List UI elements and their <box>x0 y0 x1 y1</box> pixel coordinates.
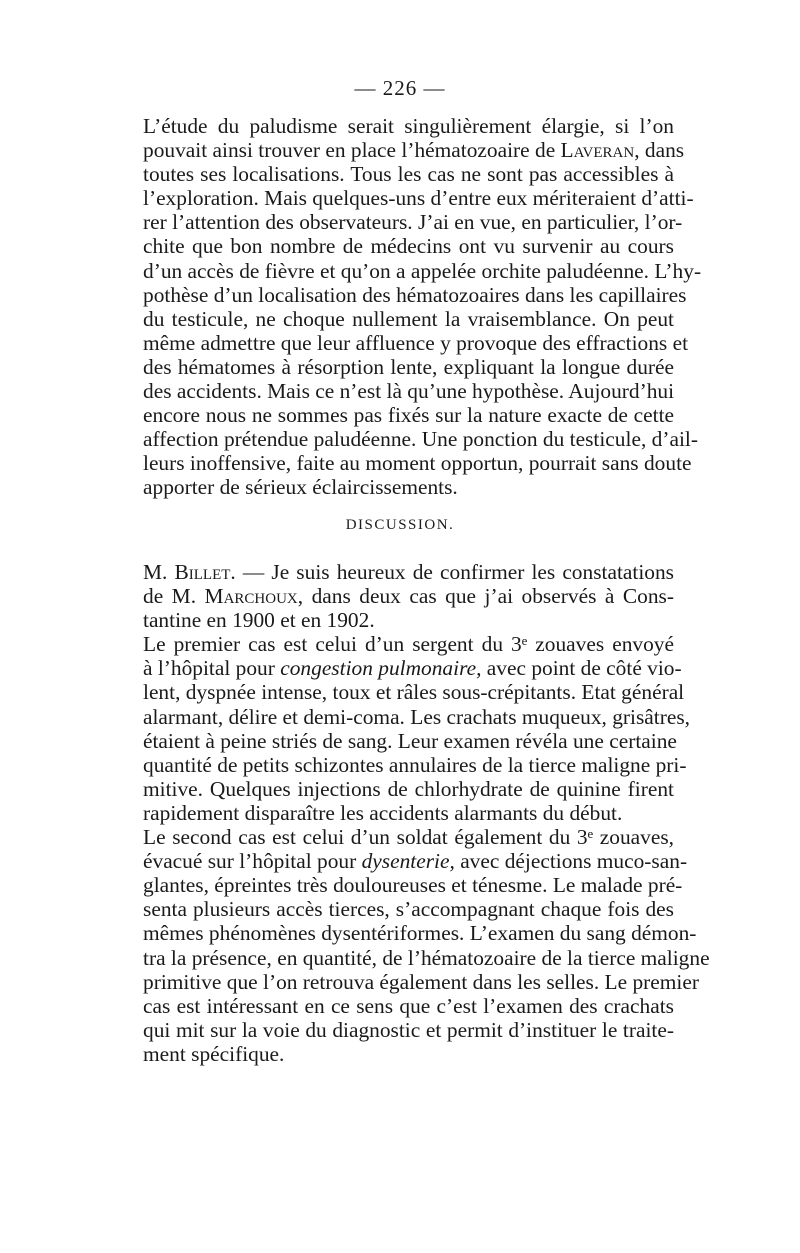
text-line: étaient à peine striés de sang. Leur examen révéla une certaine <box>143 728 677 753</box>
text-line: des accidents. Mais ce n’est là qu’une hypothèse. Aujourd’hui <box>143 379 675 404</box>
text-line: des hématomes à résorption lente, expliquant la longue durée <box>143 354 674 379</box>
text-line: affection prétendue paludéenne. Une ponction du testicule, d’ail- <box>143 427 698 452</box>
text-line <box>143 584 674 608</box>
paragraph-paludisme <box>143 114 702 500</box>
author-name-billet: Billet <box>174 560 231 584</box>
discussion-heading: DISCUSSION. <box>345 517 455 533</box>
text-line: L’étude du paludisme serait singulièrement élargie, si l’on <box>143 114 674 138</box>
text-line: d’un accès de fièvre et qu’on a appelée orchite paludéenne. L’hy- <box>143 258 702 283</box>
text-line-end: , dans <box>634 138 685 163</box>
text-line: quantité de petits schizontes annulaires de la tierce maligne pri- <box>143 752 687 777</box>
text-line: l’exploration. Mais quelques-uns d’entre eux mériteraient d’atti- <box>143 186 694 211</box>
author-name-marchoux: Marchoux <box>204 584 298 609</box>
text-line: mêmes phénomènes dysentériformes. L’examen du sang démon- <box>143 921 697 946</box>
paragraph-first-case <box>143 632 691 825</box>
paragraph-billet <box>143 560 674 632</box>
text-line: rer l’attention des observateurs. J’ai en vue, en particulier, l’or- <box>143 210 683 235</box>
text-line-start: de M. <box>143 584 205 609</box>
text-line: alarmant, délire et demi-coma. Les crachats muqueux, grisâtres, <box>143 704 691 729</box>
text-line-start: M. <box>143 560 175 584</box>
text-line <box>143 849 688 874</box>
text-line: tra la présence, en quantité, de l’hématozoaire de la tierce maligne <box>143 945 710 970</box>
text-line: rapidement disparaître les accidents alarmants du début. <box>143 800 623 825</box>
text-line <box>143 560 674 584</box>
text-line: cas est intéressant en ce sens que c’est l’examen des crachats <box>143 993 674 1018</box>
text-line: Le second cas est celui d’un soldat également du 3ᵉ zouaves, <box>143 825 674 850</box>
page-number: — 226 — <box>354 76 446 100</box>
text-line-end: . — Je suis heureux de confirmer les constatations <box>230 560 675 584</box>
text-line <box>143 138 685 163</box>
text-line-end: avec déjections muco-san- <box>454 849 688 874</box>
text-line: pothèse d’un localisation des hématozoaires dans les capillaires <box>143 282 687 307</box>
text-line: Le premier cas est celui d’un sergent du 3ᵉ zouaves envoyé <box>143 632 674 657</box>
text-line: du testicule, ne choque nullement la vraisemblance. On peut <box>143 306 674 331</box>
text-line: toutes ses localisations. Tous les cas ne sont pas accessibles à <box>143 162 674 187</box>
text-line <box>143 656 682 681</box>
text-line: mitive. Quelques injections de chlorhydrate de quinine firent <box>143 776 674 801</box>
text-line: senta plusieurs accès tierces, s’accompagnant chaque fois des <box>143 897 674 922</box>
text-line-end: , dans deux cas que j’ai observés à Cons- <box>297 584 674 609</box>
text-line-start: pouvait ainsi trouver en place l’hématozoaire de <box>143 138 561 163</box>
text-line: ment spécifique. <box>143 1041 285 1066</box>
text-line-start: évacué sur l’hôpital pour <box>143 849 362 874</box>
text-line: même admettre que leur affluence y provoque des effractions et <box>143 330 689 355</box>
text-line: apporter de sérieux éclaircissements. <box>143 475 458 500</box>
text-line: qui mit sur la voie du diagnostic et permit d’instituer le traite- <box>143 1017 674 1042</box>
text-line: tantine en 1900 et en 1902. <box>143 608 375 633</box>
text-line-start: à l’hôpital pour <box>143 656 281 681</box>
text-line: glantes, épreintes très douloureuses et ténesme. Le malade pré- <box>143 873 683 898</box>
diagnosis-dysenterie: dysenterie, <box>361 849 455 874</box>
text-line: encore nous ne sommes pas fixés sur la nature exacte de cette <box>143 403 674 428</box>
text-line: lent, dyspnée intense, toux et râles sous-crépitants. Etat général <box>143 680 685 705</box>
text-line: chite que bon nombre de médecins ont vu survenir au cours <box>143 234 674 259</box>
discussion-body <box>143 560 710 1066</box>
diagnosis-congestion: congestion pulmonaire, <box>280 656 482 681</box>
text-line: primitive que l’on retrouva également dans les selles. Le premier <box>143 969 699 994</box>
text-line-end: avec point de côté vio- <box>481 656 682 681</box>
author-name-laveran: Laveran <box>560 138 635 163</box>
paragraph-second-case <box>143 825 710 1066</box>
text-line: leurs inoffensive, faite au moment opportun, pourrait sans doute <box>143 451 692 476</box>
